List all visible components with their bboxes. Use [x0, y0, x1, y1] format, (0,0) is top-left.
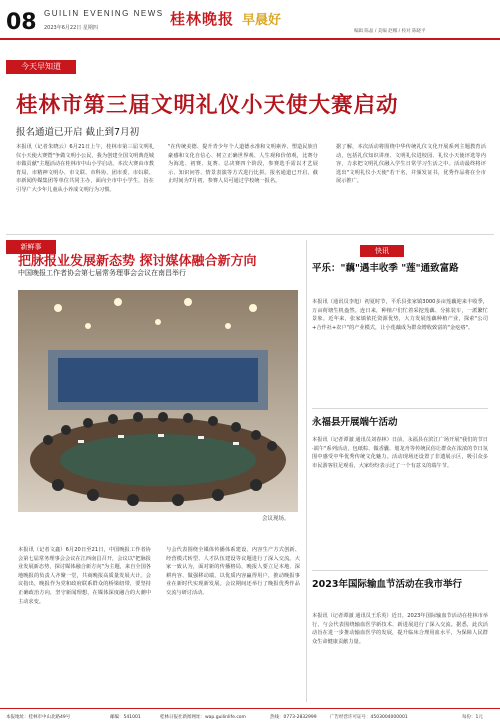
section-tag: 新鲜事	[6, 240, 56, 254]
brief-text-2: 本报讯（记者谭澈 通讯员刘春林）日前，永福县在滨江广场开展"我们的节日·端午"系列活动，包纸粽、做香囊、划龙舟等传统民俗让群众在浓浓的节日氛围中感受中华优秀传统文化魅力。活动现场还设置了非遗展示区，吸引众多市民游客驻足观看，大家纷纷表示过了一个有意义的端午节。	[312, 437, 488, 469]
brief-title-2: 永福县开展端午活动	[312, 417, 398, 428]
headline: 桂林市第三届文明礼仪小天使大赛启动	[16, 93, 399, 118]
masthead	[0, 0, 500, 40]
article-column-1: 本报讯（记者朱晓云）6月21日上午，桂林市第三届文明礼仪小天使大赛暨"争做文明小公民，我为创建全国文明典范城市做贡献"主题活动在桂林市中山小学启动。本次大赛由市教育局、市精神文明办、市文联、市科协、团市委、市妇联、市新闻传媒集团等单位共同主办，面向全市中小学生，旨在引导广大少年儿童从小养成文明行为习惯。	[16, 144, 154, 193]
newspaper-logo: 桂林晚报	[170, 10, 235, 28]
brief-text-3: 本报讯（记者谭澈 通讯员王乐英）近日，2023年国际输血节活动在桂林市举行，与会代表围绕输血医学新技术、新进展进行了深入交流。据悉，此次活动旨在进一步推动输血医学的发展，提升临床合理用血水平，为保障人民群众生命健康贡献力量。	[312, 613, 488, 645]
section-divider	[6, 234, 494, 235]
footer-hotline: 热线：0773-2832999	[270, 715, 317, 720]
kicker-tag: 今天早知道	[6, 60, 76, 74]
story-title: 把脉报业发展新态势 探讨媒体融合新方向	[18, 254, 257, 269]
footer-price: 每份：1元	[462, 715, 483, 720]
brief-divider	[312, 408, 488, 409]
conference-photo	[18, 290, 298, 512]
photo-caption: 会议现场。	[262, 516, 290, 522]
footer-ad-license: 广告经营许可证号：4503004000001	[330, 715, 408, 720]
footer-website: 桂林日报社新闻网址：wap.guilinlife.com	[160, 715, 246, 720]
news-flash-tag: 快讯	[360, 245, 404, 257]
article-column-2: "在传统美德、提升青少年个人道德水准和文明素养、塑造民族自豪感和文化自信心、树立正确世界观、人生观和价值观，比赛分为海选、初赛、复赛、总决赛四个阶段，参赛选手需以才艺展示、知识问答、情景表演等方式进行比拼。报名通道已开启，截止时间为7月初，参赛人员可通过学校统一报名。	[168, 144, 318, 185]
story-subtitle: 中国晚报工作者协会第七届常务理事会会议在南昌举行	[18, 269, 186, 277]
story-column-1: 本报讯（记者文鑫）6月20日至21日，中国晚报工作者协会第七届常务理事会会议在江西南昌召开，会议以"把脉报业发展新态势，探讨媒体融合新方向"为主题，来自全国各地晚报的负责人齐聚一堂，共商晚报高质量发展大计。会议指出，晚报作为党和政府联系群众的桥梁纽带，要坚持正确政治方向，坚守新闻理想，在媒体深度融合的大潮中主动求变。	[18, 547, 151, 605]
brief-title-3: 2023年国际输血节活动在我市举行	[312, 579, 462, 590]
subheadline: 报名通道已开启 截止到7月初	[16, 127, 140, 138]
footer-address: 本报地址：桂林市中山北路49号	[6, 715, 71, 720]
page-number: 08	[6, 10, 37, 35]
article-column-3: 据了解，本次活动将围绕中华传统礼仪文化开展系列主题教育活动，包括礼仪知识讲座、文明礼仪进校园、礼仪小天使评选等内容，力求把文明礼仪融入学生日常学习生活之中。活动最终将评选出"文明礼仪小天使"若干名，并颁发证书，优秀作品将在全市展示推广。	[336, 144, 486, 185]
section-logo: 早晨好	[242, 13, 282, 28]
brief-text-1: 本报讯（通讯员李旭）初夏时节，平乐县张家镇3000多亩莲藕迎来丰收季，万亩荷塘生机盎然。连日来，种植户们忙着采挖莲藕、分拣装车，一派繁忙景象。近年来，张家镇依托资源优势，大力发展莲藕种植产业，探索"公司+合作社+农户"的产业模式，让小莲藕成为群众增收致富的"金疙瘩"。	[312, 299, 488, 331]
brief-title-1: 平乐："藕"遇丰收季 "莲"通致富路	[312, 263, 459, 274]
footer-postcode: 邮编：541001	[110, 715, 141, 720]
story-column-2: 与会代表围绕全媒体传播体系建设、内容生产方式创新、经营模式转型、人才队伍建设等议题进行了深入交流。大家一致认为，面对新的传播格局，晚报人要立足本地、深耕内容、做强移动端，以优质内容赢得用户，推动晚报事业在新时代实现新发展。会议期间还举行了晚报优秀作品交流与研讨活动。	[166, 547, 300, 596]
column-divider	[306, 240, 307, 702]
paper-name-en: GUILIN EVENING NEWS	[44, 9, 164, 18]
brief-divider	[312, 570, 488, 571]
page-footer	[0, 708, 500, 725]
conference-photo-illustration	[18, 290, 298, 512]
editor-credits: 编辑 陈晶 / 美编 赵娜 / 校对 陈晓平	[354, 29, 426, 34]
issue-date: 2023年6月22日 星期四	[44, 25, 98, 31]
